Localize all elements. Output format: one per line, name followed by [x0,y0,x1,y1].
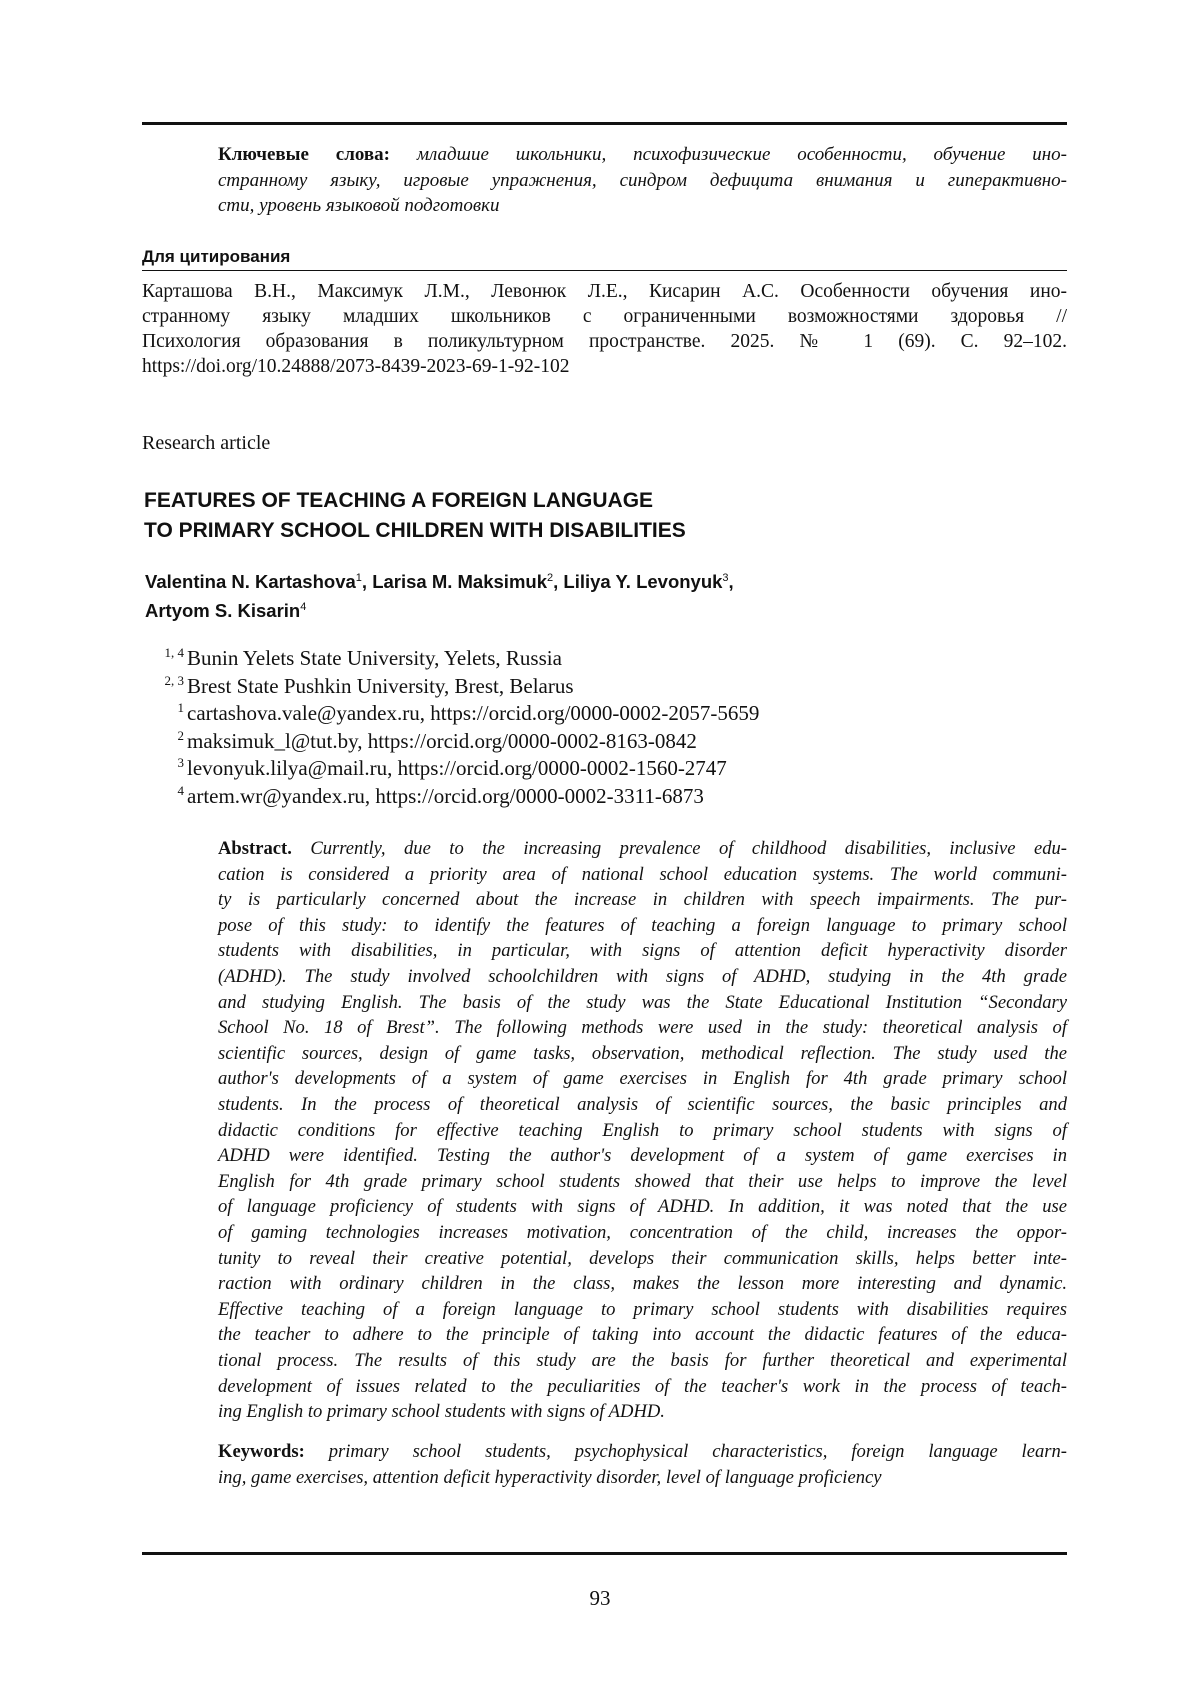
text-line [218,1350,1067,1372]
line-text: ADHD were identified. Testing the author's development of a system of game exercises in [218,1145,1067,1166]
text-line [218,1401,1067,1423]
text-line [218,144,1067,166]
text-line [218,1441,1067,1463]
author-separator: , [362,571,372,592]
line-text: raction with ordinary children in the class, makes the lesson more interesting and dynamic. [218,1273,1067,1294]
line-text: Карташова В.Н., Максимук Л.М., Левонюк Л.Е., Кисарин А.С. Особенности обучения ино- [142,281,1067,302]
affiliation-text: artem.wr@yandex.ru, https://orcid.org/0000-0002-3311-6873 [187,784,704,808]
bottom-rule [142,1552,1067,1555]
affiliation-superscript: 2 [160,728,184,744]
line-text: tional process. The results of this study are the basis for further theoretical and experimental [218,1350,1067,1371]
text-line [218,1068,1067,1090]
text-line [142,356,1067,378]
line-text: Effective teaching of a foreign language to primary school students with disabilities requires [218,1299,1067,1320]
line-text: scientific sources, design of game tasks, observation, methodical reflection. The study used the [218,1043,1067,1064]
author-affiliation-number: 1 [356,572,362,584]
page-number: 93 [0,1586,1200,1611]
text-line [218,1017,1067,1039]
affiliation-superscript: 4 [160,783,184,799]
affiliation-superscript: 3 [160,755,184,771]
author-name: Artyom S. Kisarin [145,600,300,621]
author-affiliation-number: 2 [547,572,553,584]
text-line [218,1273,1067,1295]
text-line [218,1171,1067,1193]
text-line [218,992,1067,1014]
title-line-1: FEATURES OF TEACHING A FOREIGN LANGUAGE [144,486,686,516]
text-line [218,1248,1067,1270]
line-text: Currently, due to the increasing prevalence of childhood disabilities, inclusive edu- [310,838,1067,859]
text-line [218,1222,1067,1244]
text-line [218,864,1067,886]
citation-rule [142,270,1067,271]
text-line [142,281,1067,303]
text-line [142,331,1067,353]
line-text: students with disabilities, in particular, with signs of attention deficit hyperactivity disorder [218,940,1067,961]
text-line [218,940,1067,962]
author-name: Larisa M. Maksimuk [372,571,547,592]
text-line [218,966,1067,988]
text-line [218,1043,1067,1065]
affiliation-line [160,673,574,699]
line-text: (ADHD). The study involved schoolchildren with signs of ADHD, studying in the 4th grade [218,966,1067,987]
line-text: and studying English. The basis of the study was the State Educational Institution “Secondary [218,992,1067,1013]
top-rule [142,122,1067,125]
line-text: странному языку, игровые упражнения, синдром дефицита внимания и гиперактивно- [218,170,1067,191]
line-text: the teacher to adhere to the principle of taking into account the didactic features of the educa- [218,1324,1067,1345]
title-line-2: TO PRIMARY SCHOOL CHILDREN WITH DISABILITIES [144,516,686,546]
line-text: Психология образования в поликультурном пространстве. 2025. № 1 (69). С. 92–102. [142,331,1067,352]
text-line [218,889,1067,911]
author-separator: , [729,571,734,592]
text-line [218,838,1067,860]
affiliation-line [160,783,704,809]
text-line [218,195,1067,217]
text-line [218,1094,1067,1116]
line-text: English for 4th grade primary school students showed that their use helps to improve the level [218,1171,1067,1192]
line-text: pose of this study: to identify the features of teaching a foreign language to primary school [218,915,1067,936]
line-text: cation is considered a priority area of national school education systems. The world communi- [218,864,1067,885]
author-name: Valentina N. Kartashova [145,571,356,592]
text-line [218,1196,1067,1218]
line-text: students. In the process of theoretical analysis of scientific sources, the basic principles and [218,1094,1067,1115]
affiliation-line [160,645,562,671]
affiliation-superscript: 1 [160,700,184,716]
text-line [218,170,1067,192]
text-line [218,1324,1067,1346]
text-line [218,915,1067,937]
label: Keywords: [218,1441,305,1462]
line-text: странному языку младших школьников с ограниченными возможностями здоровья // [142,306,1067,327]
line-text: младшие школьники, психофизические особенности, обучение ино- [417,144,1067,165]
line-text: development of issues related to the peculiarities of the teacher's work in the process of teach- [218,1376,1067,1397]
line-text: ing English to primary school students with signs of ADHD. [218,1401,665,1422]
citation-heading: Для цитирования [142,247,290,267]
line-text: author's developments of a system of game exercises in English for 4th grade primary school [218,1068,1067,1089]
affiliation-superscript: 2, 3 [160,673,184,689]
line-text: School No. 18 of Brest”. The following methods were used in the study: theoretical analysis of [218,1017,1067,1038]
line-text: primary school students, psychophysical characteristics, foreign language learn- [329,1441,1067,1462]
label: Abstract. [218,838,292,859]
affiliation-superscript: 1, 4 [160,645,184,661]
line-text: of language proficiency of students with signs of ADHD. In addition, it was noted that the use [218,1196,1067,1217]
line-text: https://doi.org/10.24888/2073-8439-2023-69-1-92-102 [142,356,570,377]
affiliation-line [160,728,697,754]
line-text: didactic conditions for effective teaching English to primary school students with signs of [218,1120,1067,1141]
affiliation-text: Bunin Yelets State University, Yelets, Russia [187,646,562,670]
affiliation-text: Brest State Pushkin University, Brest, Belarus [187,674,574,698]
author-affiliation-number: 3 [722,572,728,584]
affiliation-text: levonyuk.lilya@mail.ru, https://orcid.org/0000-0002-1560-2747 [187,756,727,780]
text-line [218,1467,1067,1489]
affiliation-text: maksimuk_l@tut.by, https://orcid.org/0000-0002-8163-0842 [187,729,697,753]
line-text: ty is particularly concerned about the increase in children with speech impairments. The pur- [218,889,1067,910]
author-separator: , [553,571,563,592]
affiliation-text: cartashova.vale@yandex.ru, https://orcid.org/0000-0002-2057-5659 [187,701,759,725]
author-line-2 [145,600,306,622]
text-line [218,1299,1067,1321]
article-title [144,486,686,546]
affiliation-line [160,755,727,781]
text-line [218,1145,1067,1167]
line-text: tunity to reveal their creative potential, develops their communication skills, helps better inte- [218,1248,1067,1269]
text-line [142,306,1067,328]
text-line [218,1120,1067,1142]
author-name: Liliya Y. Levonyuk [563,571,722,592]
label: Ключевые слова: [218,144,390,165]
author-affiliation-number: 4 [300,601,306,613]
line-text: ing, game exercises, attention deficit hyperactivity disorder, level of language proficiency [218,1467,882,1488]
line-text: of gaming technologies increases motivation, concentration of the child, increases the oppor- [218,1222,1067,1243]
text-line [218,1376,1067,1398]
affiliation-line [160,700,759,726]
line-text: сти, уровень языковой подготовки [218,195,500,216]
article-type: Research article [142,432,270,455]
author-line-1 [145,571,734,593]
